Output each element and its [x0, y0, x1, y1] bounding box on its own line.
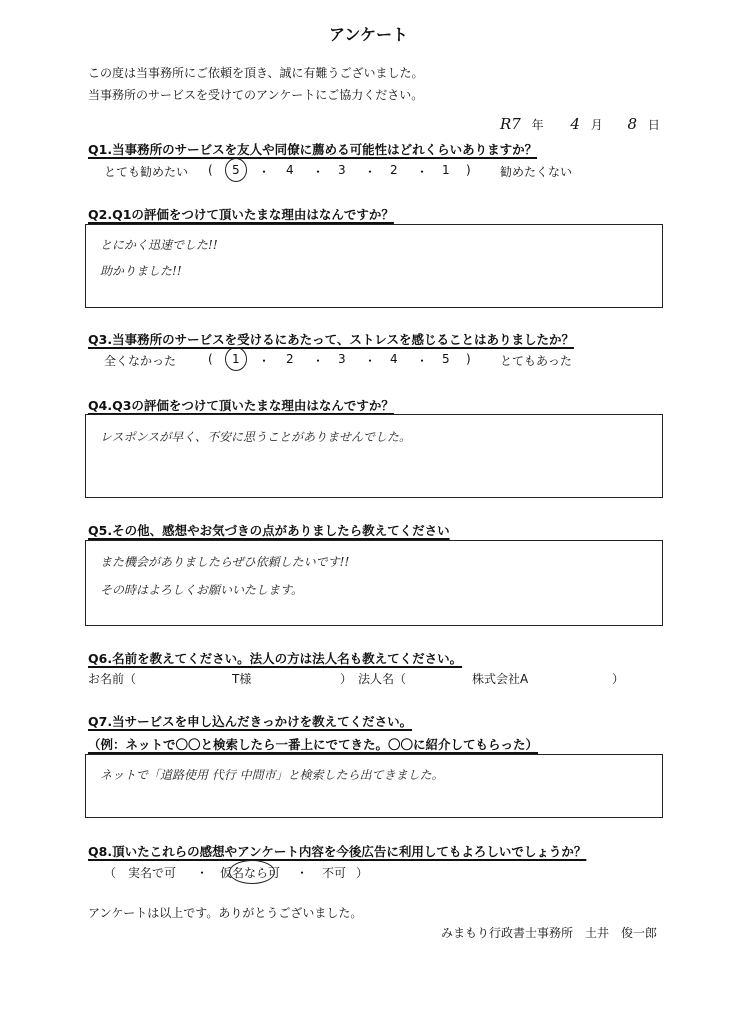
q3-option-1[interactable]: 1 [232, 352, 240, 366]
q4-question: Q4.Q3の評価をつけて頂いたまな理由はなんですか？ [88, 398, 394, 413]
q3-question: Q3.当事務所のサービスを受けるにあたって、ストレスを感じることはありましたか？ [88, 332, 574, 347]
q6-corp-close: ） [612, 672, 625, 686]
q3-right-label: とてもあった [500, 354, 572, 368]
q5-answer-line-1: また機会がありましたらぜひ依頼したいです!! [100, 555, 350, 569]
q3-option-2[interactable]: 2 [286, 352, 294, 366]
q7-answer-box[interactable] [85, 754, 663, 818]
intro-line-1: この度は当事務所にご依頼を頂き、誠に有難うございました。 [88, 66, 424, 80]
q2-answer-line-2: 助かりました!! [100, 264, 182, 278]
q8-option-real-name[interactable]: 実名で可 [128, 866, 177, 880]
intro-line-2: 当事務所のサービスを受けてのアンケートにご協力ください。 [88, 88, 424, 102]
q1-open-paren: ( [208, 163, 213, 177]
date-era: R7 [500, 115, 521, 133]
q2-question: Q2.Q1の評価をつけて頂いたまな理由はなんですか？ [88, 207, 394, 222]
q6-name-value[interactable]: T様 [232, 672, 252, 686]
q8-close-paren: ） [356, 866, 369, 880]
date-month: 4 [570, 115, 580, 133]
q6-name-label: お名前（ [88, 672, 137, 686]
q3-dot: ・ [312, 354, 325, 368]
q1-dot: ・ [364, 165, 377, 179]
closing-text: アンケートは以上です。ありがとうございました。 [88, 906, 363, 920]
q2-answer-line-1: とにかく迅速でした!! [100, 238, 218, 252]
date-year-unit: 年 [531, 118, 544, 132]
q1-option-5[interactable]: 5 [232, 163, 240, 177]
q3-option-4[interactable]: 4 [390, 352, 398, 366]
page-title: アンケート [328, 25, 409, 44]
date-month-unit: 月 [590, 118, 603, 132]
q6-corp-label: 法人名（ [358, 672, 407, 686]
q8-selection-circle [229, 860, 275, 884]
q1-right-label: 勧めたくない [500, 165, 573, 179]
q1-option-3[interactable]: 3 [338, 163, 346, 177]
date-day-unit: 日 [647, 118, 660, 132]
q1-option-4[interactable]: 4 [286, 163, 294, 177]
q6-question: Q6.名前を教えてください。法人の方は法人名も教えてください。 [88, 651, 463, 666]
q7-answer-line-1: ネットで「道路使用 代行 中間市」と検索したら出てきました。 [100, 768, 444, 782]
handwritten-date [500, 115, 660, 133]
q6-name-close: ） [340, 672, 353, 686]
q3-selection-circle [225, 347, 247, 371]
q3-dot: ・ [364, 354, 377, 368]
q3-open-paren: ( [208, 352, 213, 366]
q1-option-2[interactable]: 2 [390, 163, 398, 177]
q6-corp-value[interactable]: 株式会社A [472, 672, 529, 686]
q1-left-label: とても勧めたい [104, 165, 189, 179]
q5-question: Q5.その他、感想やお気づきの点がありましたら教えてください [88, 523, 450, 538]
q8-open-paren: （ [104, 866, 117, 880]
q4-answer-box[interactable] [85, 414, 663, 498]
q3-close-paren: ) [466, 352, 471, 366]
q5-answer-line-2: その時はよろしくお願いいたします。 [100, 583, 304, 597]
q3-dot: ・ [258, 354, 271, 368]
q1-selection-circle [225, 158, 247, 182]
q7-example: （例：ネットで〇〇と検索したら一番上にでてきた。〇〇に紹介してもらった） [88, 737, 539, 752]
q4-answer-line-1: レスポンスが早く、不安に思うことがありませんでした。 [100, 430, 412, 444]
q8-option-not-allowed[interactable]: 不可 [322, 866, 347, 880]
q8-dot: ・ [196, 866, 209, 880]
q1-close-paren: ) [466, 163, 471, 177]
q1-dot: ・ [416, 165, 429, 179]
q1-option-1[interactable]: 1 [442, 163, 450, 177]
q3-left-label: 全くなかった [104, 354, 177, 368]
q8-question: Q8.頂いたこれらの感想やアンケート内容を今後広告に利用してもよろしいでしょうか？ [88, 844, 587, 859]
q1-dot: ・ [258, 165, 271, 179]
q3-option-5[interactable]: 5 [442, 352, 450, 366]
q3-dot: ・ [416, 354, 429, 368]
office-signature: みまもり行政書士事務所 土井 俊一郎 [440, 926, 657, 940]
q8-option-pseudonym[interactable]: 仮名なら可 [220, 866, 281, 880]
date-day: 8 [627, 115, 638, 133]
q1-dot: ・ [312, 165, 325, 179]
q1-question: Q1.当事務所のサービスを友人や同僚に薦める可能性はどれくらいありますか？ [88, 142, 538, 157]
q3-option-3[interactable]: 3 [338, 352, 346, 366]
q8-dot: ・ [296, 866, 309, 880]
q7-question: Q7.当サービスを申し込んだきっかけを教えてください。 [88, 714, 413, 729]
